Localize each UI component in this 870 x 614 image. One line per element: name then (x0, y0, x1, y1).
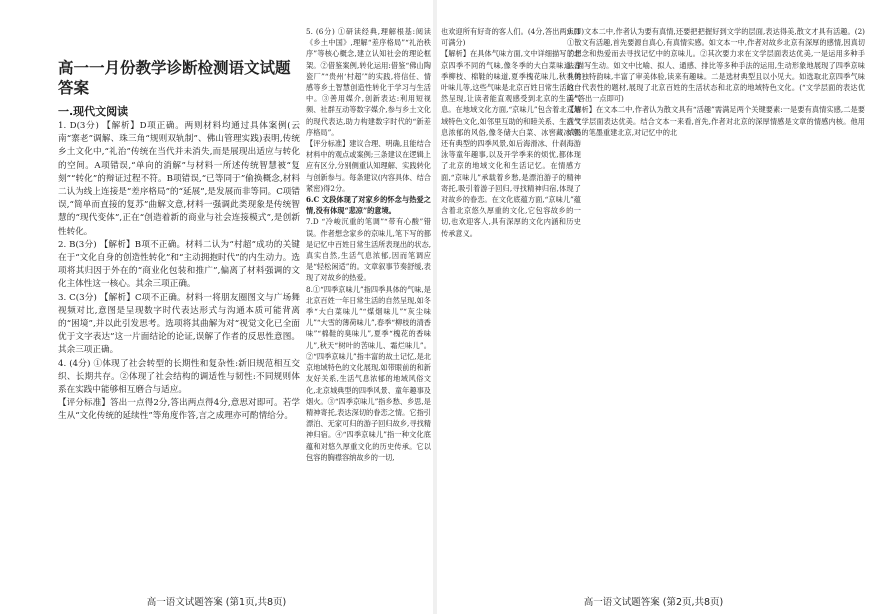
page2-right-column (567, 26, 865, 581)
answer-q3: 3. C(3分) 【解析】C项不正确。材料一将朋友圈图文与广场舞视频对比,意图是呈现数字时代表达形式与沟通本质可能背离的“困境”,并以此引发思考。选项将其曲解为对“视觉文化已全面优于文字表达”这一片面结论的论证,误解了作者的反思性意图。其余三项正确。 (58, 292, 300, 356)
answer-q6: 6.C 文段体现了对家乡的怀念与热爱之情,没有体现“悲凉”的意境。 (306, 195, 431, 216)
answer-q2: 2. B(3分) 【解析】B项不正确。材料二认为“村超”成功的关键在于“文化自身的创造性转化”和“主动拥抱时代”的内生动力。选项将其归因于外在的“商业化包装和推广”,偏离了材料强调的文化主体性这一核心。其余三项正确。 (58, 239, 300, 290)
answer-q8-continued: 也欢迎所有好奇的客人们。(4分,答出两点即可满分) (441, 27, 581, 48)
answer-q9: 9.(1)文本二中,作者认为要有真情,还要把把握好到文学的层面,表达得美,散文才具有活趣。(2)①散文有活趣,首先要源自真心,有真情实感。如文本一中,作者对故乡北京有深厚的感情,因真切的想念和热爱而去寻找记忆中的京味儿。②其次要力求在文学层面表达优美,一是运用多种手法,描写生动。如文中比喻、拟人、通感、排比等多种手法的运用,生动形象地展现了四季京味儿的独特韵味,丰富了审美体验,读来有趣味。二是选材典型且以小见大。如选取北京四季气味这一代表性的题材,展现了北京百姓的生活状态和北京的地域特色文化。(“文学层面的表达优美”答出一点即可) (567, 27, 865, 104)
page2-left-column (441, 26, 581, 581)
answer-q5-scoring: 【评分标准】建议合理、明确,且能结合材料中的观点或案例;三条建议在逻辑上应有区分,分别侧重认知理解、实践转化与创新参与。每条建议(内容具体、结合紧密)得2分。 (306, 139, 431, 193)
answer-q9-analysis: 【解析】在文本二中,作者认为散文具有“活趣”需满足两个关键要素:一是要有真情实感,二是要在文学层面表达优美。结合文本一来看,首先,作者对北京的深厚情感是文章的情感内核。他用浓墨的笔墨重建北京,对记忆中的北 (567, 105, 865, 137)
answer-q4-scoring: 【评分标准】答出一点得2分,答出两点得4分,意思对即可。若学生从“文化传统的延续性”等角度作答,言之成理亦可酌情给分。 (58, 398, 300, 422)
page1-right-column (306, 26, 431, 581)
answer-page-1 (0, 0, 433, 614)
answer-page-2 (437, 0, 870, 614)
page2-footer: 高一语文试题答案 (第2页,共8页) (583, 597, 724, 608)
page1-left-column (58, 58, 300, 578)
page1-footer: 高一语文试题答案 (第1页,共8页) (146, 597, 287, 608)
answer-q1: 1. D(3分) 【解析】D项正确。两则材料均通过具体案例(云南“寨老”调解、珠三角“规则双轨制”、佛山管理实践)表明,传统乡土文化中,“礼治”传统在当代并未消失,而是展现出适应与转化的空间。A项错误,“单向的消解”与材料一所述传统智慧被“复刻”“转化”的辩证过程不符。B项错误,“已等同于”偷换概念,材料二认为线上连接是“差序格局”的“延展”,是发展而非等同。C项错误,“简单而直接的复苏”曲解文意,材料一强调此类现象是传统智慧的“现代变体”,正在“创造着新的商业与社会连接模式”,是创新性转化。 (58, 121, 300, 237)
page-title: 高一一月份教学诊断检测语文试题答案 (58, 59, 291, 97)
answer-q4: 4. (4分) ①体现了社会转型的长期性和复杂性:新旧规范相互交织、长期共存。②体现了社会结构的调适性与韧性:不同规则体系在实践中能够相互磨合与适应。 (58, 358, 300, 396)
answer-q8-analysis: 【解析】在具体气味方面,文中详细描写了北京四季不同的气味,像冬季的大白菜味道,春季柳枝、棉鞋的味道,夏季槐花味儿,秋季树叶味儿等,这些气味是北京百姓日常生活的自然呈现,让读者能直观感受到北京的生活气息。在地域文化方面,“京味儿”包含着北京地域特色文化,如邻里互助的和睦关系、生活气息浓郁的风俗,像冬储大白菜、冰窖藏冰等;还有典型的四季风景,如后海滑冰、什刹海游泳等童年趣事,以及开学季来的烦忧,都体现了北京的地域文化和生活记忆。在情感方面,“京味儿”承载着乡愁,是漂泊游子的精神寄托,吸引着游子回归,寻找精神归宿,体现了对故乡的眷恋。在文化底蕴方面,“京味儿”蕴含着北京悠久厚重的文化,它包容故乡的一切,也欢迎客人,具有深厚的文化内涵和历史传承意义。 (441, 49, 581, 238)
answer-q7: 7.D “冷峻沉重的笔调”“带有心酸”错误。作者想念家乡的京味儿,笔下写的都是记忆中百姓日常生活所表现出的状态,真实自然,生活气息浓郁,因而笔调应是“轻松闲适”的。文章叙事节奏舒缓,表现了对故乡的热爱。 (306, 217, 431, 283)
answer-q5: 5. (6分) ①研读经典,理解根基:阅读《乡土中国》,理解“差序格局”“礼治秩序”等核心概念,建立认知社会的理论框架。②借鉴案例,转化运用:借鉴“佛山陶瓷厂”“贵州‘村超’”的实践,将信任、情感等乡土智慧创造性转化于学习与生活中。③善用媒介,创新表达:利用短视频、社群互动等数字媒介,参与乡土文化的现代表达,助力构建数字时代的“新差序格局”。 (306, 27, 431, 137)
answer-q8: 8.①“四季京味儿”指四季具体的气味,是北京百姓一年日常生活的自然呈现,如冬季“大白菜味儿”“煤烟味儿”“灰尘味儿”“大雪的薄荷味儿”,春季“柳枝的清香味”“棉鞋的臭味儿”,夏季“槐花的香味儿”,秋天“树叶的苦味儿、霜烂味儿”。②“四季京味儿”指丰富的故土记忆,是北京地域特色的文化展现,如带眼前的和新友好关系,生活气息浓郁的地域风俗文化,北京城典型的四季风景、童年趣事及烟火。③“四季京味儿”指乡愁、乡思,是精神寄托,表达深切的眷恋之情。它指引漂泊、无家可归的游子回归故乡,寻找精神归宿。④“四季京味儿”指一种文化底蕴和对悠久厚重文化的历史传承。它以包容的胸襟容纳故乡的一切, (306, 284, 431, 462)
section-heading: 一.现代文阅读 (58, 105, 129, 118)
